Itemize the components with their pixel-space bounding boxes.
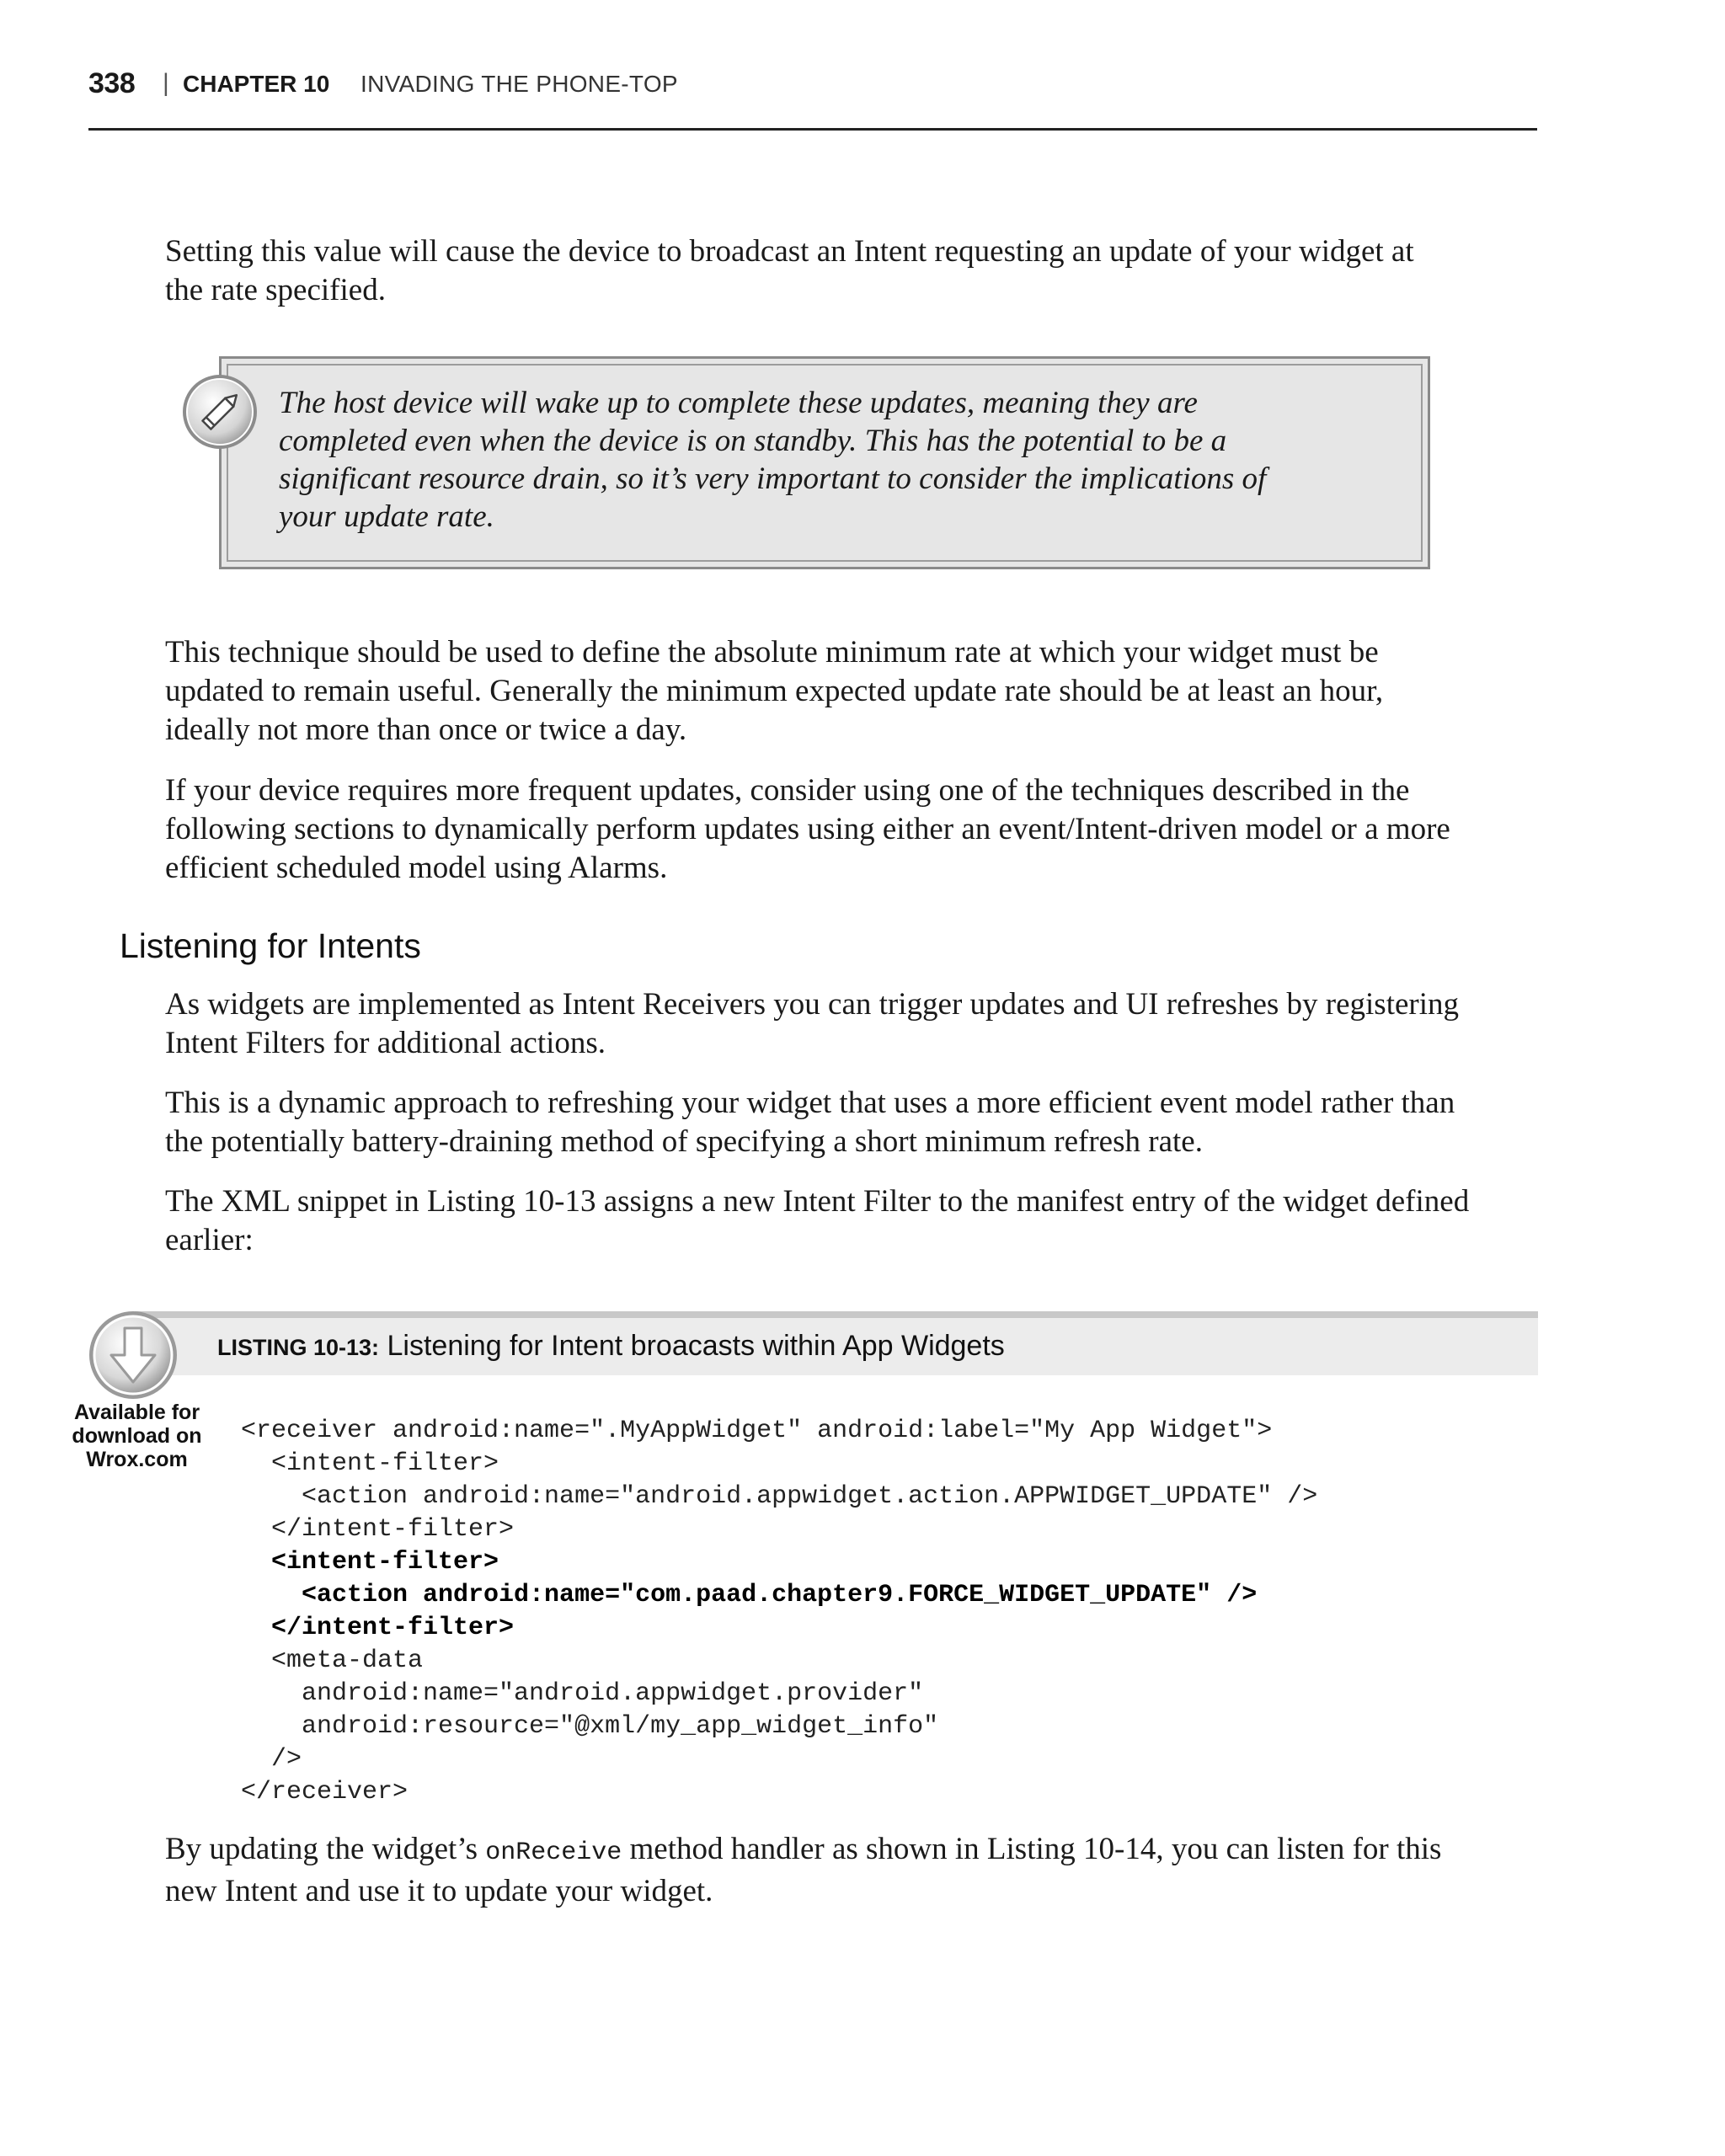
- header-separator: |: [163, 69, 169, 97]
- text-span: method handler as shown in Listing 10-14, you can listen for this: [622, 1832, 1442, 1866]
- download-note[interactable]: [67, 1401, 206, 1471]
- download-line: download on: [72, 1424, 202, 1448]
- download-arrow-icon[interactable]: [88, 1310, 179, 1401]
- widgets-paragraph: [165, 985, 1546, 1063]
- download-line: Wrox.com: [86, 1448, 188, 1471]
- code-line: android:resource="@xml/my_app_widget_info": [241, 1712, 939, 1741]
- note-line: completed even when the device is on standby. This has the potential to be a: [279, 424, 1227, 458]
- note-line: your update rate.: [279, 499, 494, 534]
- text-line: new Intent and use it to update your widget.: [165, 1874, 713, 1908]
- text-line: earlier:: [165, 1223, 254, 1257]
- code-line: <action android:name="android.appwidget.action.APPWIDGET_UPDATE" />: [241, 1482, 1318, 1511]
- page-number: 338: [88, 67, 136, 99]
- text-line: Intent Filters for additional actions.: [165, 1026, 606, 1060]
- text-line: the potentially battery-draining method of specifying a short minimum refresh rate.: [165, 1124, 1203, 1159]
- technique-paragraph: [165, 633, 1546, 750]
- download-line: Available for: [73, 1401, 200, 1424]
- listing-title: Listening for Intent broacasts within App Widgets: [387, 1330, 1005, 1362]
- text-line: updated to remain useful. Generally the minimum expected update rate should be at least an hour,: [165, 674, 1384, 708]
- listing-header: [135, 1311, 1538, 1375]
- code-line: </intent-filter>: [241, 1515, 515, 1544]
- pencil-icon: [180, 372, 259, 451]
- listing-number: LISTING 10-13:: [217, 1335, 380, 1360]
- text-span: By updating the widget’s: [165, 1832, 486, 1866]
- code-line-bold: <intent-filter>: [241, 1548, 499, 1577]
- note-text: [279, 384, 1374, 536]
- text-line: If your device requires more frequent updates, consider using one of the techniques described in the: [165, 773, 1410, 808]
- text-line: the rate specified.: [165, 273, 386, 307]
- frequent-updates-paragraph: [165, 771, 1546, 888]
- code-line: <receiver android:name=".MyAppWidget" android:label="My App Widget">: [241, 1417, 1273, 1445]
- running-header: [88, 67, 1537, 131]
- xml-snippet-paragraph: [165, 1182, 1546, 1260]
- text-line: Setting this value will cause the device to broadcast an Intent requesting an update of your widget at: [165, 234, 1414, 269]
- text-line: efficient scheduled model using Alarms.: [165, 851, 668, 885]
- note-line: The host device will wake up to complete these updates, meaning they are: [279, 386, 1198, 420]
- code-line: />: [241, 1745, 302, 1774]
- text-line: following sections to dynamically perform updates using either an event/Intent-driven model or a more: [165, 812, 1450, 846]
- text-line: [165, 1830, 1546, 1872]
- intro-paragraph: [165, 232, 1546, 310]
- code-line: <intent-filter>: [241, 1449, 499, 1478]
- code-line: </receiver>: [241, 1778, 409, 1806]
- text-line: This is a dynamic approach to refreshing your widget that uses a more efficient event model rather than: [165, 1086, 1455, 1120]
- chapter-label: CHAPTER 10: [183, 71, 330, 97]
- text-line: This technique should be used to define the absolute minimum rate at which your widget must be: [165, 635, 1379, 670]
- listing-caption: [217, 1330, 1005, 1363]
- text-line: As widgets are implemented as Intent Receivers you can trigger updates and UI refreshes by registering: [165, 987, 1460, 1022]
- code-line-bold: <action android:name="com.paad.chapter9.FORCE_WIDGET_UPDATE" />: [241, 1581, 1258, 1609]
- dynamic-approach-paragraph: [165, 1084, 1546, 1161]
- section-heading: Listening for Intents: [120, 926, 421, 965]
- update-paragraph: [165, 1830, 1546, 1911]
- chapter-title: INVADING THE PHONE-TOP: [360, 71, 678, 97]
- text-line: The XML snippet in Listing 10-13 assigns a new Intent Filter to the manifest entry of the widget defined: [165, 1184, 1470, 1219]
- note-box: [219, 356, 1430, 569]
- code-line: <meta-data: [241, 1646, 424, 1675]
- text-line: ideally not more than once or twice a day.: [165, 712, 687, 747]
- code-line-bold: </intent-filter>: [241, 1614, 515, 1642]
- inline-code: onReceive: [485, 1838, 622, 1867]
- code-line: android:name="android.appwidget.provider": [241, 1679, 924, 1708]
- code-listing: [241, 1415, 1317, 1809]
- note-line: significant resource drain, so it’s very important to consider the implications of: [279, 462, 1267, 496]
